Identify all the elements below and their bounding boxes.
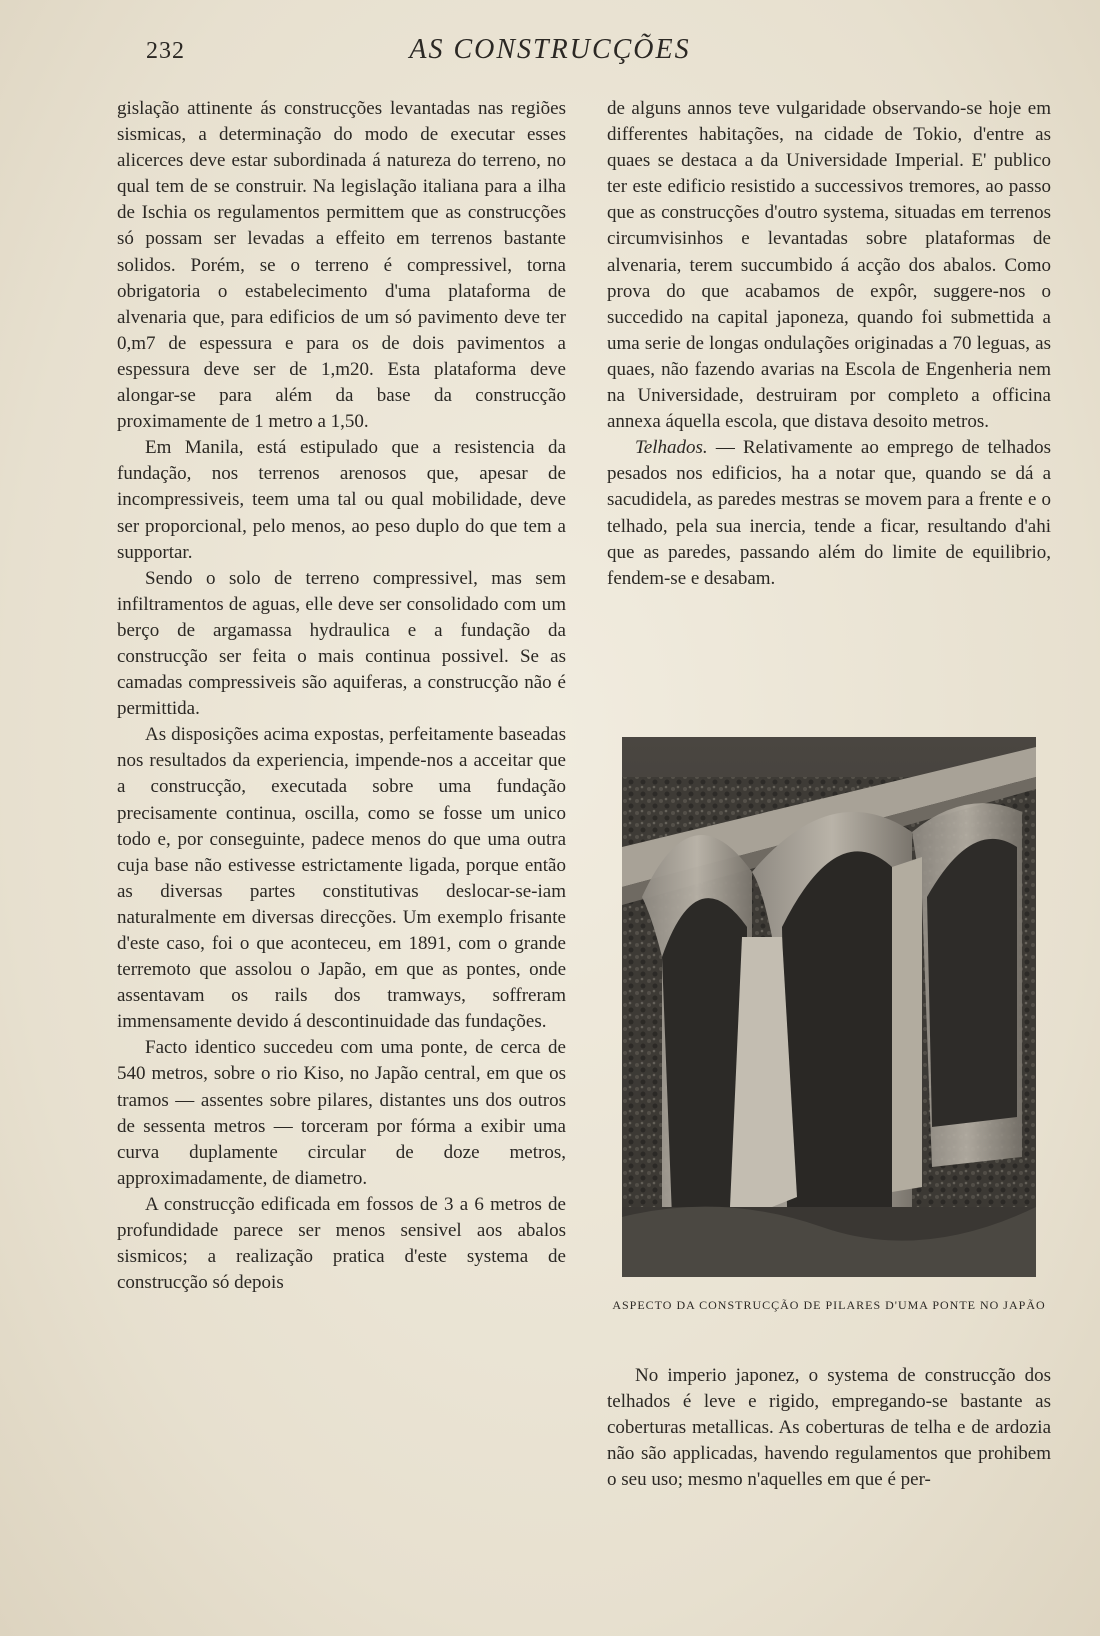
paragraph: Em Manila, está estipulado que a resistencia da fundação, nos terrenos arenosos que, apesar de incompressiveis, teem uma tal ou qual mobilidade, deve ser proporcional, pelo menos, ao peso duplo do que tem a supportar.: [117, 437, 566, 563]
section-text: — Relativamente ao emprego de telhados pesados nos edificios, ha a notar que, quando se dá a sacudidela, as paredes mestras se movem para a frente e o telhado, pela sua inercia, tende a ficar, resultando d'ahi que as paredes, passando além do limite de equilibrio, fendem-se e desabam.: [607, 437, 1051, 589]
paragraph: As disposições acima expostas, perfeitamente baseadas nos resultados da experiencia, impende-nos a acceitar que a construcção, executada sobre uma fundação precisamente continua, oscilla, como se fosse um unico todo e, por conseguinte, padece menos do que uma outra cuja base não estivesse estrictamente ligada, porque então as diversas partes constitutivas deslocar-se-iam naturalmente em diversas direcções. Um exemplo frisante d'este caso, foi o que aconteceu, em 1891, com o grande terremoto que assolou o Japão, em que as pontes, onde assentavam os rails dos tramways, soffreram immensamente devido á descontinuidade das fundações.: [117, 724, 566, 1033]
figure-caption: ASPECTO DA CONSTRUCÇÃO DE PILARES D'UMA PONTE NO JAPÃO: [612, 1298, 1046, 1312]
right-column-upper: [607, 96, 1051, 592]
right-column-lower: [607, 1363, 1051, 1493]
paragraph: Facto identico succedeu com uma ponte, de cerca de 540 metros, sobre o rio Kiso, no Japão central, em que os tramos — assentes sobre pilares, distantes uns dos outros de sessenta metros — torceram por fórma a exibir uma curva duplamente circular de doze metros, approximadamente, de diametro.: [117, 1037, 566, 1189]
paragraph: No imperio japonez, o systema de construcção dos telhados é leve e rigido, empregando-se bastante as coberturas metallicas. As coberturas de telha e de ardozia não são applicadas, havendo regulamentos que prohibem o seu uso; mesmo n'aquelles em que é per-: [607, 1365, 1051, 1491]
paragraph: Sendo o solo de terreno compressivel, mas sem infiltramentos de aguas, elle deve ser consolidado com um berço de argamassa hydraulica e a fundação da construcção ser feita o mais continua possivel. Se as camadas compressiveis são aquiferas, a construcção não é permittida.: [117, 567, 566, 720]
bridge-image: [622, 737, 1036, 1277]
paragraph-telhados: [607, 435, 1051, 592]
paragraph: A construcção edificada em fossos de 3 a 6 metros de profundidade parece ser menos sensivel aos abalos sismicos; a realização pratica d'este systema de construcção só depois: [117, 1193, 566, 1294]
running-title: AS CONSTRUCÇÕES: [409, 34, 691, 65]
page-header: [0, 32, 1100, 72]
left-column: [117, 96, 566, 1296]
page-number: 232: [146, 38, 185, 64]
paragraph: gislação attinente ás construcções levantadas nas regiões sismicas, a determinação do modo de executar esses alicerces deve estar subordinada á natureza do terreno, no qual tem de se construir. Na legislação italiana para a ilha de Ischia os regulamentos permittem que as construcções só possam ser levadas a effeito em terrenos bastante solidos. Porém, se o terreno é compressivel, torna obrigatoria o estabelecimento d'uma plataforma de alvenaria que, para edificios de um só pavimento deve ter 0,m7 de espessura e para os de dois pavimentos a espessura deve ser de 1,m20. Esta plataforma deve alongar-se para além da base da construcção proximamente de 1 metro a 1,50.: [117, 98, 566, 433]
section-lead: Telhados.: [635, 437, 708, 459]
bridge-photograph: [622, 737, 1036, 1277]
paragraph: de alguns annos teve vulgaridade observando-se hoje em differentes habitações, na cidade de Tokio, d'entre as quaes se destaca a da Universidade Imperial. E' publico ter este edificio resistido a successivos tremores, ao passo que as construcções d'outro systema, situadas em terrenos circumvisinhos e levantadas sobre plataformas de alvenaria, terem succumbido á acção dos abalos. Como prova do que acabamos de expôr, suggere-nos o succedido na capital japoneza, quando foi submettida a uma serie de longas ondulações originadas a 70 leguas, as quaes, não fazendo avarias na Escola de Engenheria nem na Universidade, destruiram por completo a officina annexa áquella escola, que distava desoito metros.: [607, 98, 1051, 433]
